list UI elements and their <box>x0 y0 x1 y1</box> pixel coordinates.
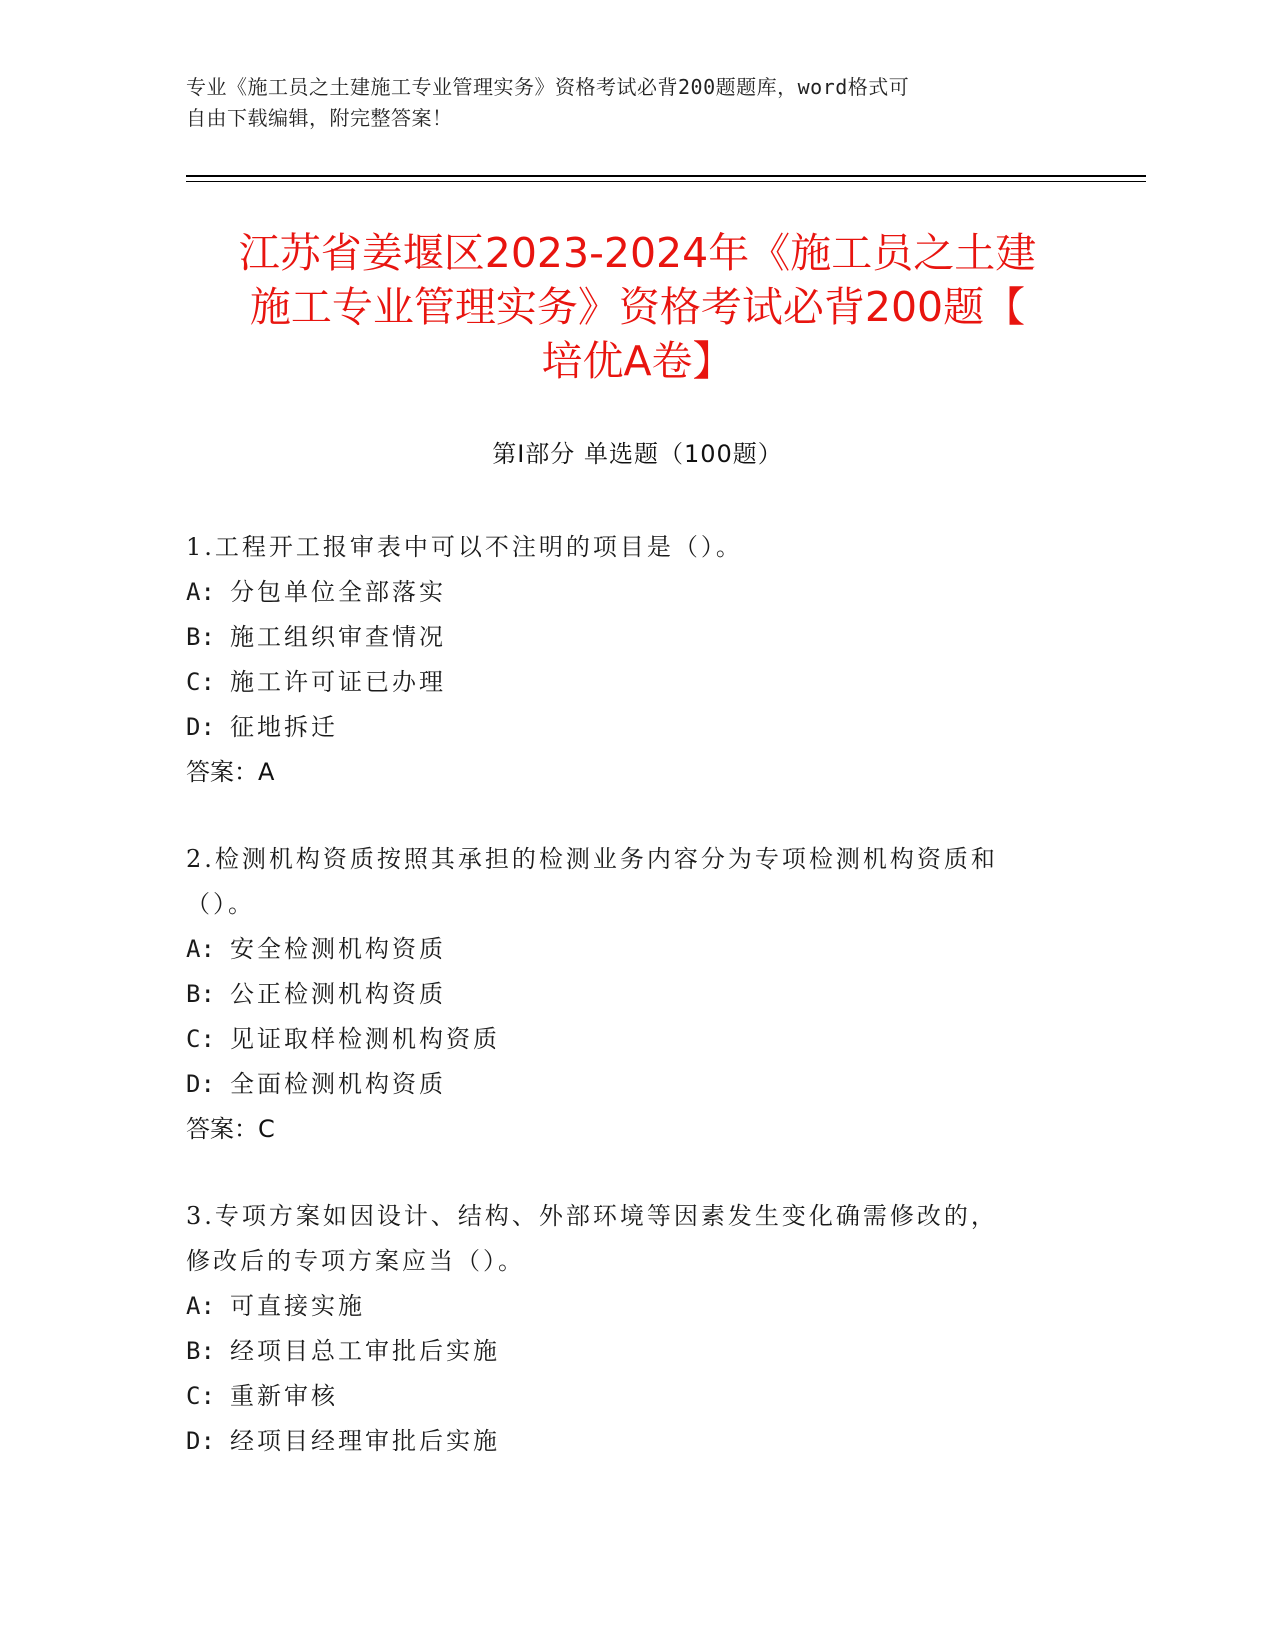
option-letter: A: <box>186 578 215 606</box>
option-letter: C: <box>186 1025 215 1053</box>
section-title: 第Ⅰ部分 单选题（100题） <box>492 440 783 468</box>
option-text: 安全检测机构资质 <box>230 935 446 963</box>
option-b <box>186 615 1066 660</box>
option-letter: D: <box>186 713 215 741</box>
option-text: 征地拆迁 <box>230 713 338 741</box>
option-letter: C: <box>186 1382 215 1410</box>
option-text: 施工组织审查情况 <box>230 623 446 651</box>
question-3 <box>186 1194 1066 1464</box>
header-divider-thick <box>186 175 1146 177</box>
option-b <box>186 972 1066 1017</box>
answer-line: 答案：C <box>186 1115 275 1143</box>
option-text: 重新审核 <box>230 1382 338 1410</box>
question-stem: 2.检测机构资质按照其承担的检测业务内容分为专项检测机构资质和 <box>186 845 998 873</box>
option-text: 全面检测机构资质 <box>230 1070 446 1098</box>
option-letter: C: <box>186 668 215 696</box>
option-letter: A: <box>186 1292 215 1320</box>
option-letter: D: <box>186 1070 215 1098</box>
option-text: 公正检测机构资质 <box>230 980 446 1008</box>
option-d <box>186 1419 1066 1464</box>
question-list <box>186 525 1066 1506</box>
intro-text <box>186 72 1066 134</box>
option-letter: D: <box>186 1427 215 1455</box>
header-divider-thin <box>186 181 1146 182</box>
option-letter: B: <box>186 1337 215 1365</box>
question-stem: 1.工程开工报审表中可以不注明的项目是（）。 <box>186 533 743 561</box>
option-letter: B: <box>186 623 215 651</box>
option-text: 见证取样检测机构资质 <box>230 1025 500 1053</box>
option-a <box>186 927 1066 972</box>
question-stem-continued: （）。 <box>186 890 255 918</box>
option-text: 可直接实施 <box>230 1292 365 1320</box>
answer-line: 答案：A <box>186 758 275 786</box>
option-text: 分包单位全部落实 <box>230 578 446 606</box>
intro-line: 自由下载编辑，附完整答案！ <box>186 106 453 130</box>
question-stem-continued: 修改后的专项方案应当（）。 <box>186 1247 525 1275</box>
option-c <box>186 1017 1066 1062</box>
option-c <box>186 660 1066 705</box>
option-c <box>186 1374 1066 1419</box>
title-line: 施工专业管理实务》资格考试必背200题【 <box>249 283 1026 331</box>
option-text: 施工许可证已办理 <box>230 668 446 696</box>
question-stem: 3.专项方案如因设计、结构、外部环境等因素发生变化确需修改的， <box>186 1202 998 1230</box>
option-letter: A: <box>186 935 215 963</box>
title-line: 培优A卷】 <box>541 337 734 385</box>
intro-line: 专业《施工员之土建施工专业管理实务》资格考试必背200题题库，word格式可 <box>186 75 910 99</box>
option-text: 经项目总工审批后实施 <box>230 1337 500 1365</box>
option-d <box>186 705 1066 750</box>
option-letter: B: <box>186 980 215 1008</box>
option-a <box>186 1284 1066 1329</box>
option-a <box>186 570 1066 615</box>
document-title <box>170 226 1105 388</box>
option-text: 经项目经理审批后实施 <box>230 1427 500 1455</box>
option-b <box>186 1329 1066 1374</box>
question-1 <box>186 525 1066 795</box>
option-d <box>186 1062 1066 1107</box>
question-2 <box>186 837 1066 1152</box>
title-line: 江苏省姜堰区2023-2024年《施工员之土建 <box>238 229 1037 277</box>
